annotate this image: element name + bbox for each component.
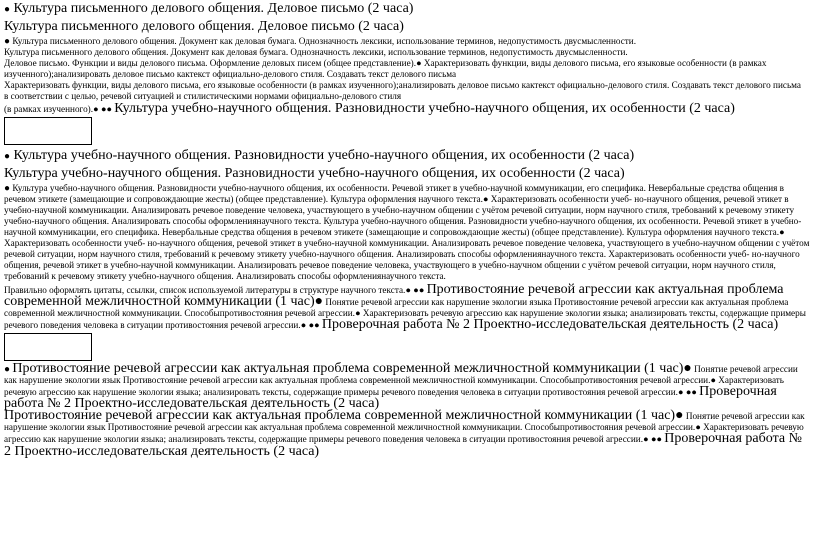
inline-heading: Противостояние речевой агрессии как актуальная проблема современной межличностной коммуникации (1 час)●	[4, 408, 684, 424]
paragraph-scientific	[4, 183, 812, 283]
empty-box	[4, 333, 92, 361]
heading-text: Культура письменного делового общения. Деловое письмо (2 часа)	[13, 1, 414, 16]
bullet-icon: ●	[4, 363, 11, 375]
text-line: (в рамках изученного).● ●●	[4, 103, 112, 114]
inline-heading: Культура учебно-научного общения. Разновидности учебно-научного общения, их особенности (2 часа)	[114, 100, 735, 116]
paragraph-business-writing	[4, 36, 812, 115]
inline-heading: Противостояние речевой агрессии как актуальная проблема современной межличностной коммуникации (1 час)●	[4, 281, 784, 309]
bullet-icon: ●	[4, 36, 11, 47]
inline-heading: Проверочная работа № 2 Проектно-исследовательская деятельность (2 часа)	[4, 384, 777, 412]
text-line: Понятие речевой агрессии как нарушение экологии язык Противостояние речевой агрессии как актуальная проблема современной межличностной коммуникации. Способыпротивостояния речевой агрессии.● Характеризовать речевую агрессию как нарушение экологии языка; анализировать тексты, содержащие примеры речевого поведения человека в ситуации противостояния речевой агрессии.● ●●	[4, 411, 805, 445]
text-line: Культура письменного делового общения. Документ как деловая бумага. Однозначность лексики, использование терминов, недопустимость двусмысленности.	[12, 36, 637, 46]
text-line: Понятие речевой агрессии как нарушение экологии язык Противостояние речевой агрессии как актуальная проблема современной межличностной коммуникации. Способыпротивостояния речевой агрессии.● Характеризовать речевую агрессию как нарушение экологии языка; анализировать тексты, содержащие примеры речевого поведения человека в ситуации противостояния речевой агрессии.● ●●	[4, 363, 798, 398]
paragraph-aggression-bullet	[4, 360, 812, 412]
text-line: Культура учебно-научного общения. Разновидности учебно-научного общения, их особенности. Речевой этикет в учебно-научной коммуникации, его специфика. Невербальные средства общения в речевом этикете (замещающие и сопровождающие жесты) (общее представление). Культура оформления научного текста.● Характеризовать особенности учеб- но-научного общения, речевой этикет в учебно-научной коммуникации. Анализировать речевое поведение человека, участвующего в учебно-научном общении с учётом речевой ситуации, норм научного стиля, требований к речевому этикету учебно-научного общения. Анализировать способы оформлениянаучного текста.	[4, 182, 795, 226]
heading-business-writing: Культура письменного делового общения. Деловое письмо (2 часа)	[4, 19, 404, 34]
paragraph-aggression-plain	[4, 410, 812, 457]
bullet-icon: ●	[4, 150, 11, 162]
inline-heading: Проверочная работа № 2 Проектно-исследовательская деятельность (2 часа)	[4, 431, 802, 459]
text-line: Понятие речевой агрессии как нарушение экологии языка Противостояние речевой агрессии как актуальная проблема современной межличностной коммуникации. Способыпротивостояния речевой агрессии.● Характеризовать речевую агрессию как нарушение экологии языка; анализировать тексты, содержащие примеры речевого поведения человека в ситуации противостояния речевой агрессии.● ●●	[4, 296, 806, 330]
empty-box	[4, 117, 92, 145]
text-line: Характеризовать функции, виды делового письма, его языковые особенности (в рамках изученного);анализировать деловое письмо кактекст официально-делового стиля. Создавать текст делового письма	[4, 80, 801, 91]
text-line: Культура письменного делового общения. Документ как деловая бумага. Однозначность лексики, использование терминов, недопустимость двусмысленности.	[4, 47, 628, 58]
heading-text: Культура учебно-научного общения. Разновидности учебно-научного общения, их особенности (2 часа)	[13, 147, 635, 163]
heading-business-writing-bullet	[4, 0, 812, 18]
text-line: Деловое письмо. Функции и виды делового письма. Оформление деловых писем (общее представление).● Характеризовать функции, виды делового письма, его языковые особенности (в рамках изученного);анализировать деловое письмо кактекст официально-делового стиля. Создавать текст делового письма	[4, 58, 767, 80]
bullet-icon: ●	[4, 4, 11, 15]
heading-scientific: Культура учебно-научного общения. Разновидности учебно-научного общения, их особенности (2 часа)	[4, 165, 625, 181]
heading-scientific-bullet	[4, 147, 812, 165]
text-line: в соответствии с целью, речевой ситуацией и стилистическими нормами официально-делового стиля	[4, 91, 402, 102]
inline-heading: Проверочная работа № 2 Проектно-исследовательская деятельность (2 часа)	[321, 316, 779, 332]
text-line: Характеризовать особенности учеб- но-научного общения, речевой этикет в учебно-научной коммуникации. Анализировать речевое поведение человека, участвующего в учебно-научном общении с учётом речевой ситуации, норм научного стиля, требований к речевому этикету учебно-научного общения. Анализировать способы оформлениянаучного текста.	[4, 249, 800, 282]
paragraph-aggression	[4, 281, 812, 332]
inline-heading: Противостояние речевой агрессии как актуальная проблема современной межличностной коммуникации (1 час)●	[12, 360, 692, 376]
text-line: Правильно оформлять цитаты, ссылки, список используемой литературы в структуре научного текста.● ●●	[4, 284, 425, 295]
bullet-icon: ●	[4, 182, 11, 194]
text-line: Культура учебно-научного общения. Разновидности учебно-научного общения, их особенности. Речевой этикет в учебно-научной коммуникации, его специфика. Невербальные средства общения в речевом этикете (замещающие и сопровождающие жесты) (общее представление). Культура оформления научного текста.● Характеризовать особенности учеб- но-научного общения, речевой этикет в учебно-научной коммуникации. Анализировать речевое поведение человека, участвующего в учебно-научном общении с учётом речевой ситуации, норм научного стиля, требований к речевому этикету учебно-научного общения. Анализировать способы оформлениянаучного текста.	[4, 215, 810, 260]
